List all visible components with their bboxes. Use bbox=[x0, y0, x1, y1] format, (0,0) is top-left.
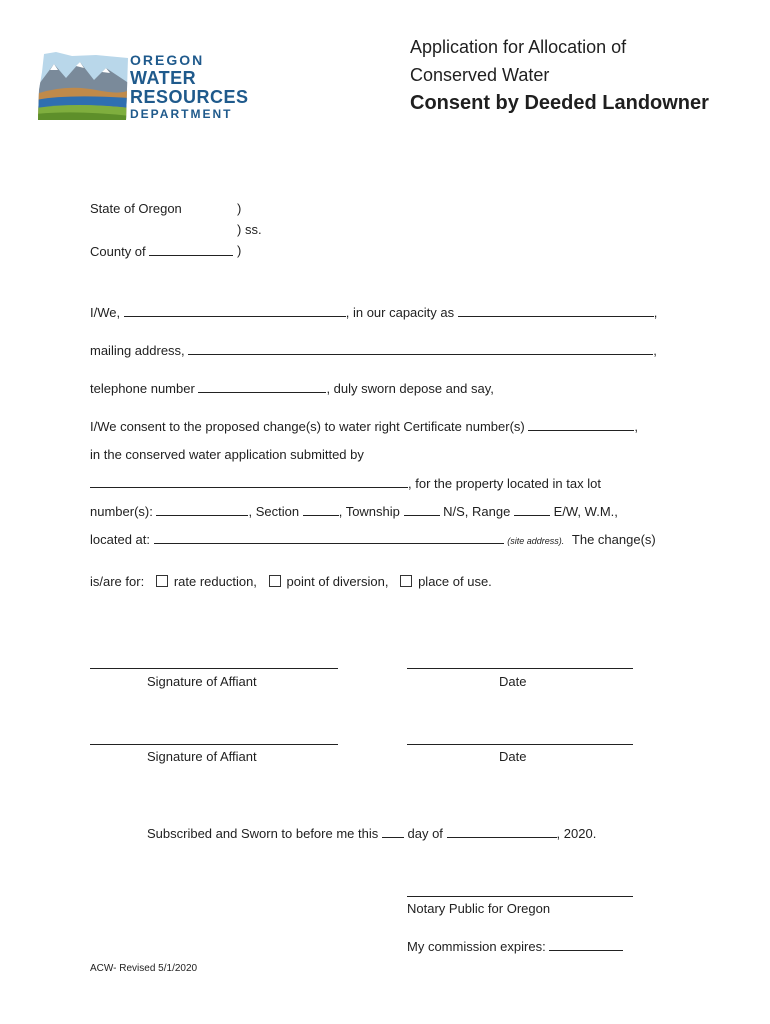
rate-reduction-checkbox[interactable] bbox=[156, 575, 168, 587]
ew-label: E/W, W.M., bbox=[553, 504, 618, 519]
place-of-use-checkbox[interactable] bbox=[400, 575, 412, 587]
logo-oregon: OREGON bbox=[130, 52, 205, 68]
notary-signature-line[interactable] bbox=[407, 896, 633, 897]
comma-2: , bbox=[653, 343, 657, 358]
year-label: , 2020. bbox=[556, 826, 597, 841]
logo-resources: RESOURCES bbox=[130, 87, 249, 107]
certificate-field[interactable] bbox=[528, 418, 634, 431]
located-row bbox=[90, 531, 656, 549]
ns-range-label: N/S, Range bbox=[443, 504, 511, 519]
submitted-by-field[interactable] bbox=[90, 475, 408, 488]
taxlot-row bbox=[90, 503, 618, 520]
date-line-2[interactable] bbox=[407, 744, 633, 745]
iwe-row bbox=[90, 304, 657, 321]
comma-1: , bbox=[653, 305, 658, 320]
date-label-1: Date bbox=[499, 674, 527, 689]
consent-label: I/We consent to the proposed change(s) to water right Certificate number(s) bbox=[90, 419, 525, 434]
section-label: , Section bbox=[248, 504, 300, 519]
revision-footer: ACW- Revised 5/1/2020 bbox=[90, 963, 198, 974]
change-label: The change(s) bbox=[571, 532, 656, 547]
taxlot-field[interactable] bbox=[156, 503, 248, 516]
county-label: County of bbox=[90, 244, 146, 259]
numbers-label: number(s): bbox=[90, 504, 153, 519]
submitted-by-row bbox=[90, 475, 601, 492]
owrd-logo bbox=[36, 50, 249, 124]
day-field[interactable] bbox=[382, 825, 404, 838]
affiant-label-2: Signature of Affiant bbox=[147, 749, 257, 764]
isare-label: is/are for: bbox=[90, 574, 145, 589]
township-label: , Township bbox=[338, 504, 400, 519]
paren-1: ) bbox=[237, 201, 242, 216]
range-field[interactable] bbox=[514, 503, 550, 516]
point-of-diversion-checkbox[interactable] bbox=[269, 575, 281, 587]
capacity-label: , in our capacity as bbox=[345, 305, 455, 320]
change-type-row bbox=[90, 574, 492, 590]
telephone-field[interactable] bbox=[198, 380, 326, 393]
telephone-row bbox=[90, 380, 494, 397]
month-field[interactable] bbox=[447, 825, 557, 838]
notary-public-label: Notary Public for Oregon bbox=[407, 901, 551, 916]
site-address-hint: (site address). bbox=[507, 536, 565, 546]
consent-row bbox=[90, 418, 638, 435]
place-of-use-label: place of use. bbox=[418, 574, 492, 589]
paren-ss: ) ss. bbox=[237, 222, 262, 237]
commission-label: My commission expires: bbox=[407, 939, 546, 954]
logo-department: DEPARTMENT bbox=[130, 107, 233, 121]
township-field[interactable] bbox=[404, 503, 440, 516]
comma-3: , bbox=[634, 419, 638, 434]
logo-water: WATER bbox=[130, 68, 197, 88]
telephone-label: telephone number bbox=[90, 381, 195, 396]
capacity-field[interactable] bbox=[458, 304, 654, 317]
located-label: located at: bbox=[90, 532, 150, 547]
date-line-1[interactable] bbox=[407, 668, 633, 669]
county-field[interactable] bbox=[149, 243, 233, 256]
section-field[interactable] bbox=[303, 503, 339, 516]
affiant-signature-line-2[interactable] bbox=[90, 744, 338, 745]
commission-row bbox=[407, 938, 623, 955]
mailing-row bbox=[90, 342, 657, 359]
state-label: State of Oregon bbox=[90, 201, 182, 216]
name-field[interactable] bbox=[124, 304, 346, 317]
county-row bbox=[90, 243, 233, 260]
rate-reduction-label: rate reduction, bbox=[173, 574, 257, 589]
mailing-field[interactable] bbox=[188, 342, 653, 355]
day-of-label: day of bbox=[407, 826, 443, 841]
subscribed-row bbox=[147, 825, 596, 842]
site-address-field[interactable] bbox=[154, 531, 504, 544]
mailing-label: mailing address, bbox=[90, 343, 185, 358]
commission-field[interactable] bbox=[549, 938, 623, 951]
oregon-map-icon bbox=[36, 50, 130, 124]
affiant-label-1: Signature of Affiant bbox=[147, 674, 257, 689]
subscribed-label: Subscribed and Sworn to before me this bbox=[147, 826, 379, 841]
title-line1: Application for Allocation of bbox=[410, 37, 627, 57]
in-conserved-label: in the conserved water application submitted by bbox=[90, 447, 364, 462]
sworn-label: , duly sworn depose and say, bbox=[326, 381, 494, 396]
property-label: , for the property located in tax lot bbox=[408, 476, 601, 491]
date-label-2: Date bbox=[499, 749, 527, 764]
iwe-label: I/We, bbox=[90, 305, 121, 320]
point-of-diversion-label: point of diversion, bbox=[286, 574, 389, 589]
page-title: Consent by Deeded Landowner bbox=[410, 92, 709, 114]
paren-3: ) bbox=[237, 243, 242, 258]
affiant-signature-line-1[interactable] bbox=[90, 668, 338, 669]
title-line2: Conserved Water bbox=[410, 65, 550, 85]
